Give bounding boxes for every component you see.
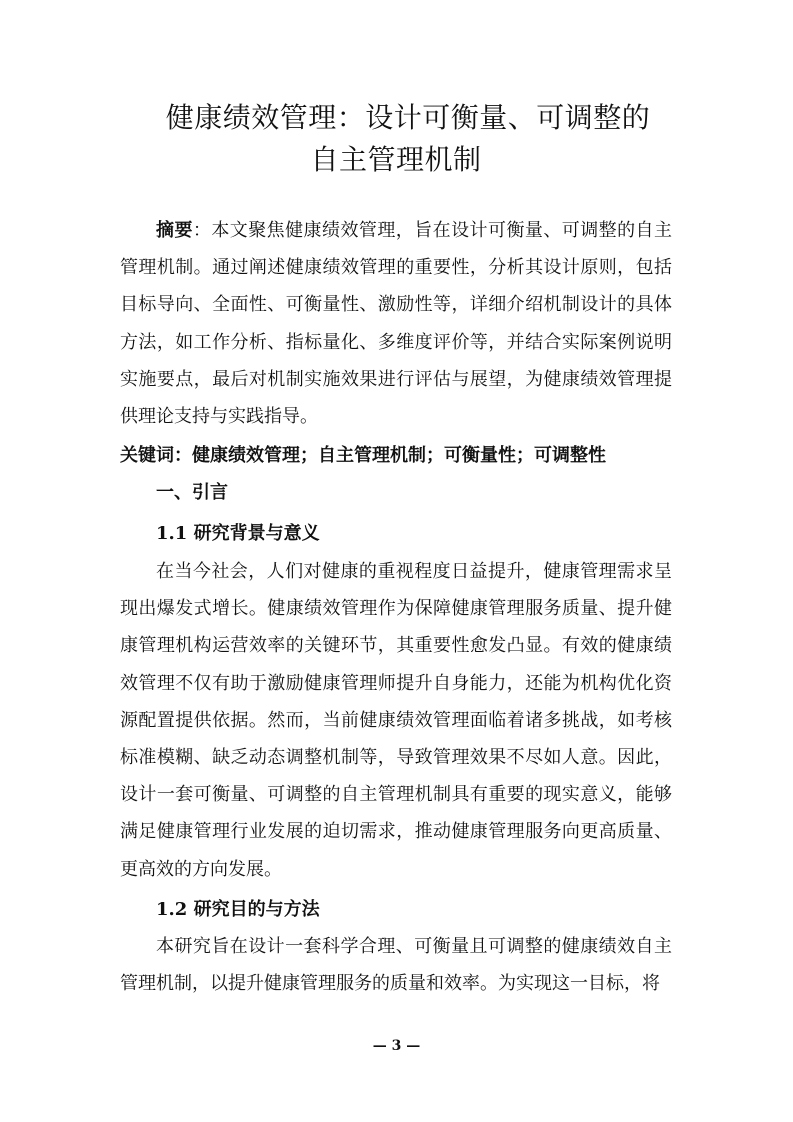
abstract-label: 摘要 [156, 220, 193, 241]
purpose-paragraph: 本研究旨在设计一套科学合理、可衡量且可调整的健康绩效自主管理机制，以提升健康管理服务的质量和效率。为实现这一目标，将 [120, 936, 672, 995]
document-title-line-1: 健康绩效管理：设计可衡量、可调整的 [165, 101, 651, 134]
document-title-line-2: 自主管理机制 [310, 143, 482, 176]
background-paragraph: 在当今社会，人们对健康的重视程度日益提升，健康管理需求呈现出爆发式增长。健康绩效管理作为保障健康管理服务质量、提升健康管理机构运营效率的关键环节，其重要性愈发凸显。有效的健康绩效管理不仅有助于激励健康管理师提升自身能力，还能为机构优化资源配置提供依据。然而，当前健康绩效管理面临着诸多挑战，如考核标准模糊、缺乏动态调整机制等，导致管理效果不尽如人意。因此，设计一套可衡量、可调整的自主管理机制具有重要的现实意义，能够满足健康管理行业发展的迫切需求，推动健康管理服务向更高质量、更高效的方向发展。 [120, 561, 672, 880]
abstract-text: ：本文聚焦健康绩效管理，旨在设计可衡量、可调整的自主管理机制。通过阐述健康绩效管理的重要性，分析其设计原则，包括目标导向、全面性、可衡量性、激励性等，详细介绍机制设计的具体方法，如工作分析、指标量化、多维度评价等，并结合实际案例说明实施要点，最后对机制实施效果进行评估与展望，为健康绩效管理提供理论支持与实践指导。 [120, 220, 672, 428]
section-heading-introduction: 一、引言 [156, 482, 228, 503]
abstract-paragraph [120, 212, 672, 435]
subsection-heading-purpose: 1.2 研究目的与方法 [156, 899, 320, 920]
subsection-heading-background: 1.1 研究背景与意义 [156, 523, 320, 544]
page-number: — 3 — [372, 1038, 421, 1054]
keywords-line: 关键词：健康绩效管理；自主管理机制；可衡量性；可调整性 [120, 445, 606, 466]
